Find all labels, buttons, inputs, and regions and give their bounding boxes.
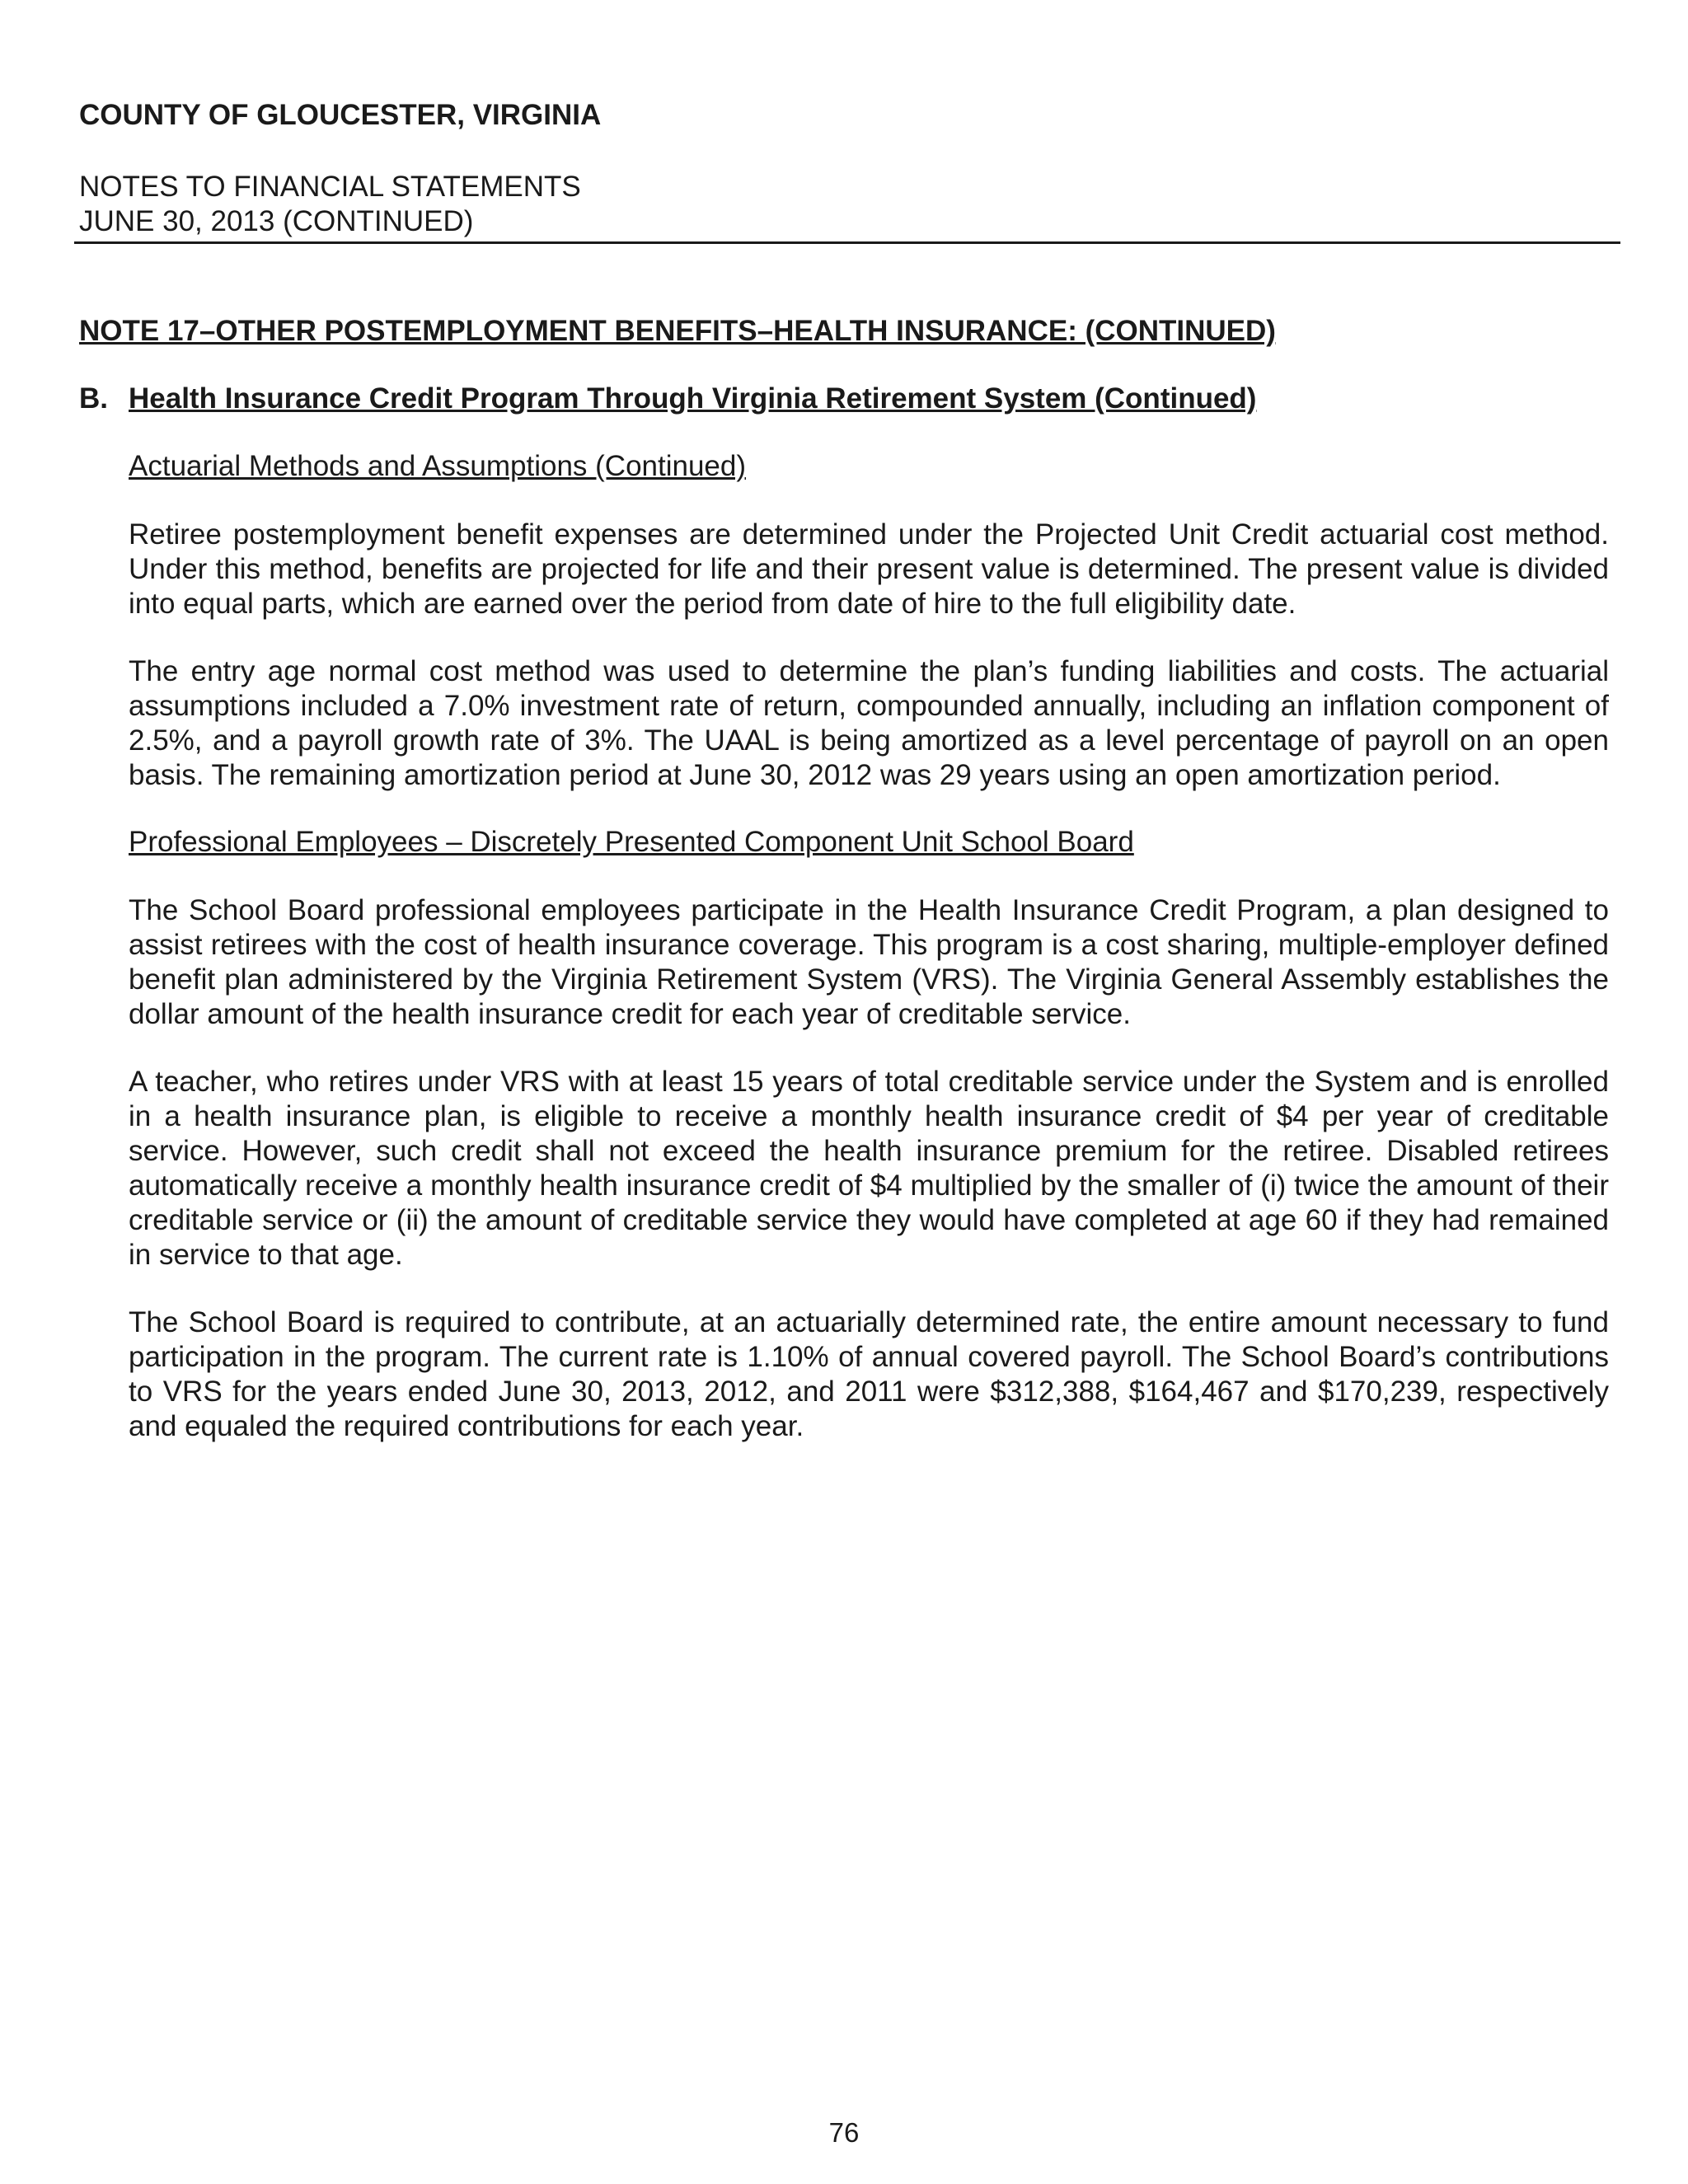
- paragraph: The entry age normal cost method was used to determine the plan’s funding liabilities and costs. The actuarial assumptions included a 7.0% investment rate of return, compounded annually, including an inflation component of 2.5%, and a payroll growth rate of 3%. The UAAL is being amortized as a level percentage of payroll on an open basis. The remaining amortization period at June 30, 2012 was 29 years using an open amortization period.: [129, 655, 1609, 791]
- paragraph: A teacher, who retires under VRS with at least 15 years of total creditable service under the System and is enrolled in a health insurance plan, is eligible to receive a monthly health insurance credit of $4 per year of creditable service. However, such credit shall not exceed the health insurance premium for the retiree. Disabled retirees automatically receive a monthly health insurance credit of $4 multiplied by the smaller of (i) twice the amount of their creditable service or (ii) the amount of creditable service they would have completed at age 60 if they had remained in service to that age.: [129, 1066, 1609, 1271]
- section-body: [129, 448, 1609, 1444]
- paragraph: Retiree postemployment benefit expenses are determined under the Projected Unit Credit actuarial cost method. Under this method, benefits are projected for life and their present value is determined. The present value is divided into equal parts, which are earned over the period from date of hire to the full eligibility date.: [129, 518, 1609, 620]
- note-title: NOTE 17–OTHER POSTEMPLOYMENT BENEFITS–HEALTH INSURANCE: (CONTINUED): [79, 315, 1276, 347]
- actuarial-heading: Actuarial Methods and Assumptions (Continued): [129, 450, 747, 482]
- page-content: [79, 313, 1617, 1444]
- paragraph: The School Board is required to contribute, at an actuarially determined rate, the entire amount necessary to fund participation in the program. The current rate is 1.10% of annual covered payroll. The School Board’s contributions to VRS for the years ended June 30, 2013, 2012, and 2011 were $312,388, $164,467 and $170,239, respectively and equaled the required contributions for each year.: [129, 1306, 1609, 1442]
- paragraph: The School Board professional employees participate in the Health Insurance Credit Program, a plan designed to assist retirees with the cost of health insurance coverage. This program is a cost sharing, multiple-employer defined benefit plan administered by the Virginia Retirement System (VRS). The Virginia General Assembly establishes the dollar amount of the health insurance credit for each year of creditable service.: [129, 894, 1609, 1030]
- county-name: COUNTY OF GLOUCESTER, VIRGINIA: [79, 99, 602, 131]
- section-heading: [79, 381, 1617, 417]
- statement-date: JUNE 30, 2013 (CONTINUED): [79, 205, 474, 237]
- section-title: Health Insurance Credit Program Through Virginia Retirement System (Continued): [129, 382, 1257, 415]
- header-divider: [74, 241, 1620, 244]
- page-header: [79, 97, 1617, 239]
- statement-title: NOTES TO FINANCIAL STATEMENTS: [79, 171, 581, 203]
- page-number: 76: [828, 2117, 860, 2148]
- section-letter: B.: [79, 382, 108, 415]
- professional-heading: Professional Employees – Discretely Presented Component Unit School Board: [129, 826, 1134, 858]
